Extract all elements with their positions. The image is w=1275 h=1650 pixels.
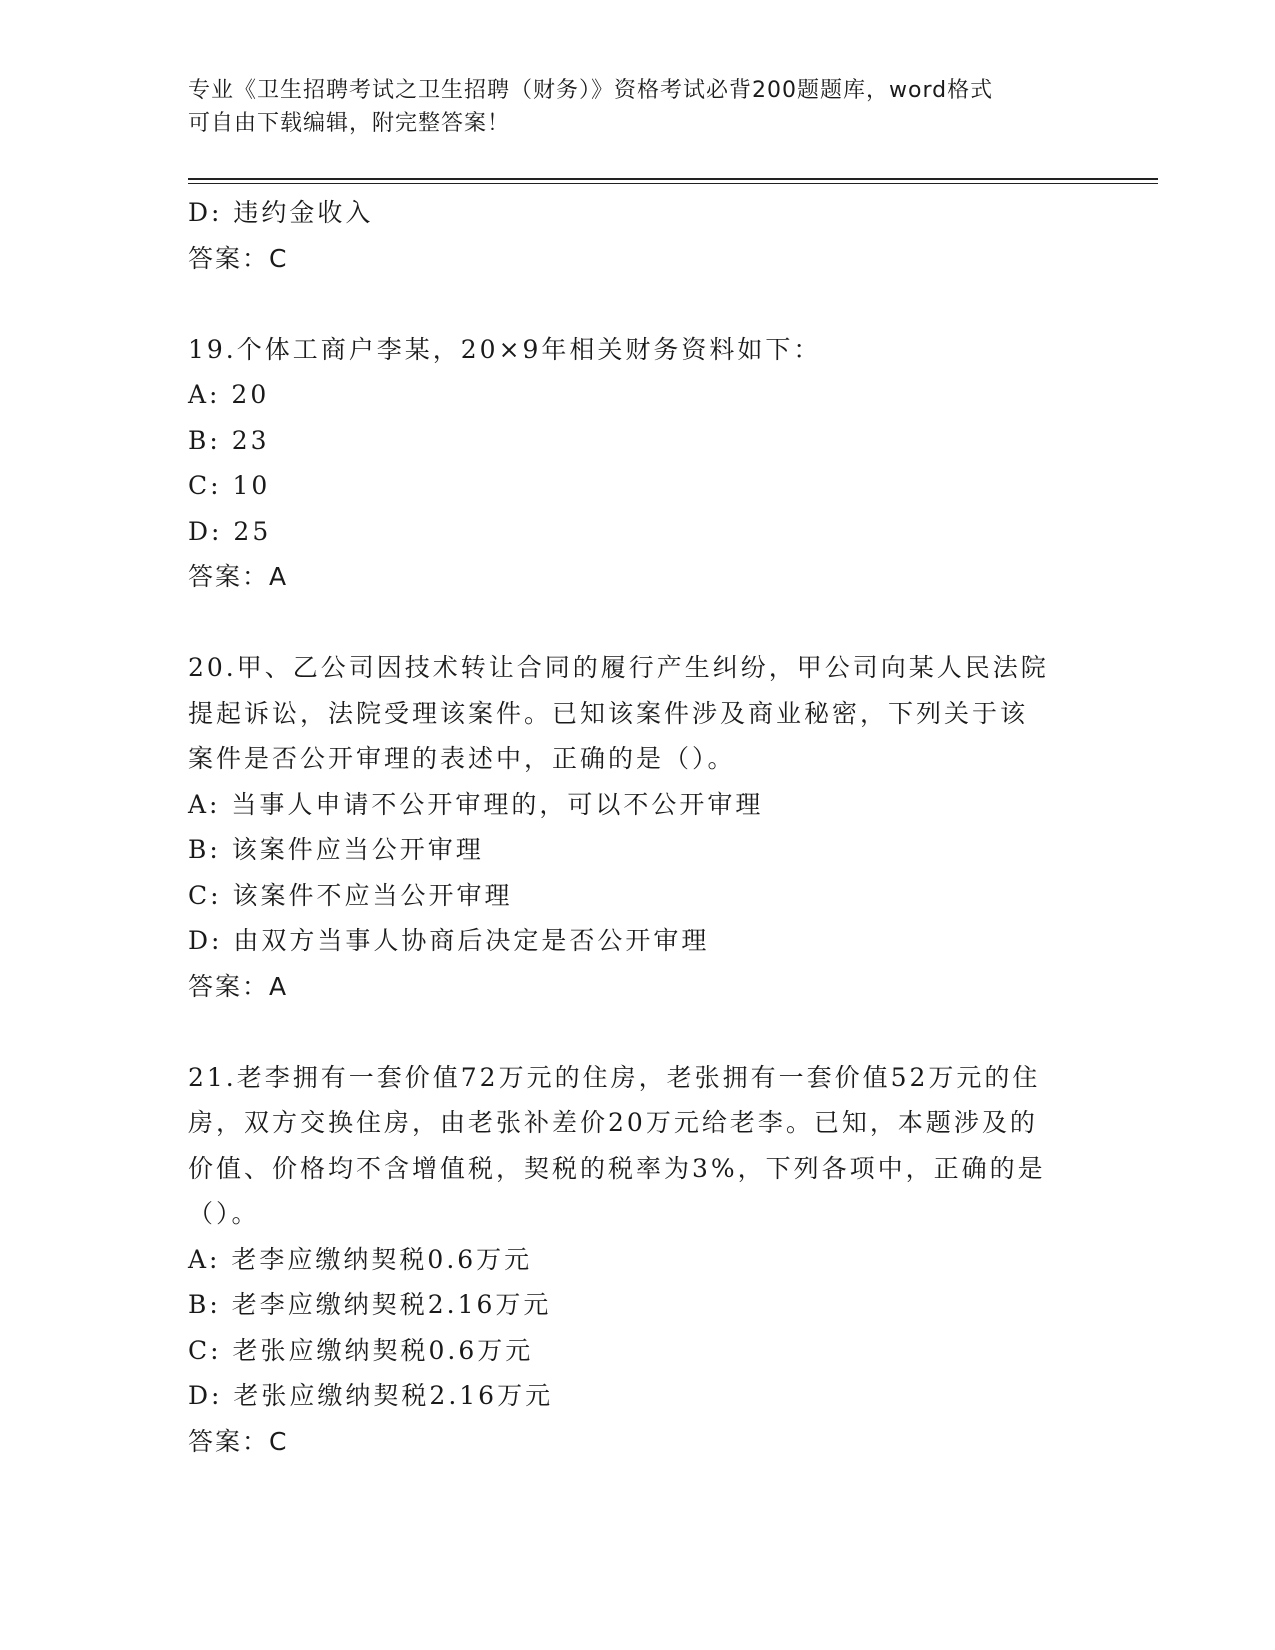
answer: 答案：A <box>188 971 289 1001</box>
option-d: D: 由双方当事人协商后决定是否公开审理 <box>188 926 710 955</box>
header-divider-thick <box>188 178 1158 180</box>
question-stem-line: 20.甲、乙公司因技术转让合同的履行产生纠纷，甲公司向某人民法院 <box>188 653 1049 682</box>
header-divider-thin <box>188 183 1158 184</box>
option-b: B: 23 <box>188 425 270 455</box>
answer: 答案：C <box>188 1426 289 1456</box>
question-list <box>188 190 1088 1464</box>
question-19 <box>188 327 1088 600</box>
question-stem: 19.个体工商户李某，20×9年相关财务资料如下： <box>188 334 822 364</box>
option-a: A: 当事人申请不公开审理的，可以不公开审理 <box>188 789 764 819</box>
option-c: C: 10 <box>188 471 271 500</box>
document-header <box>188 74 1068 140</box>
question-20 <box>188 645 1088 1009</box>
question-stem-line: 21.老李拥有一套价值72万元的住房，老张拥有一套价值52万元的住 <box>188 1062 1041 1092</box>
question-stem-line: 案件是否公开审理的表述中，正确的是（）。 <box>188 744 736 773</box>
option-d: D: 违约金收入 <box>188 198 374 227</box>
question-stem-line: 价值、价格均不含增值税，契税的税率为3%，下列各项中，正确的是 <box>188 1153 1046 1183</box>
previous-question <box>188 190 1088 281</box>
option-c: C: 老张应缴纳契税0.6万元 <box>188 1335 534 1365</box>
option-a: A: 老李应缴纳契税0.6万元 <box>188 1244 533 1274</box>
spacer <box>188 600 1088 646</box>
spacer <box>188 1009 1088 1055</box>
header-title-line-1: 专业《卫生招聘考试之卫生招聘（财务）》资格考试必背200题题库，word格式 <box>188 78 994 103</box>
option-b: B: 老李应缴纳契税2.16万元 <box>188 1290 552 1319</box>
option-d: D: 老张应缴纳契税2.16万元 <box>188 1381 554 1410</box>
answer: 答案：A <box>188 562 289 591</box>
question-stem-line: 房，双方交换住房，由老张补差价20万元给老李。已知，本题涉及的 <box>188 1108 1038 1137</box>
option-a: A: 20 <box>188 380 270 409</box>
question-stem-line: 提起诉讼，法院受理该案件。已知该案件涉及商业秘密，下列关于该 <box>188 698 1029 728</box>
question-21 <box>188 1055 1088 1465</box>
spacer <box>188 281 1088 327</box>
option-d: D: 25 <box>188 516 272 546</box>
header-title-line-2: 可自由下载编辑，附完整答案！ <box>188 111 511 136</box>
option-c: C: 该案件不应当公开审理 <box>188 880 513 910</box>
question-stem-line: （）。 <box>188 1199 260 1228</box>
answer: 答案：C <box>188 243 289 273</box>
option-b: B: 该案件应当公开审理 <box>188 835 484 864</box>
